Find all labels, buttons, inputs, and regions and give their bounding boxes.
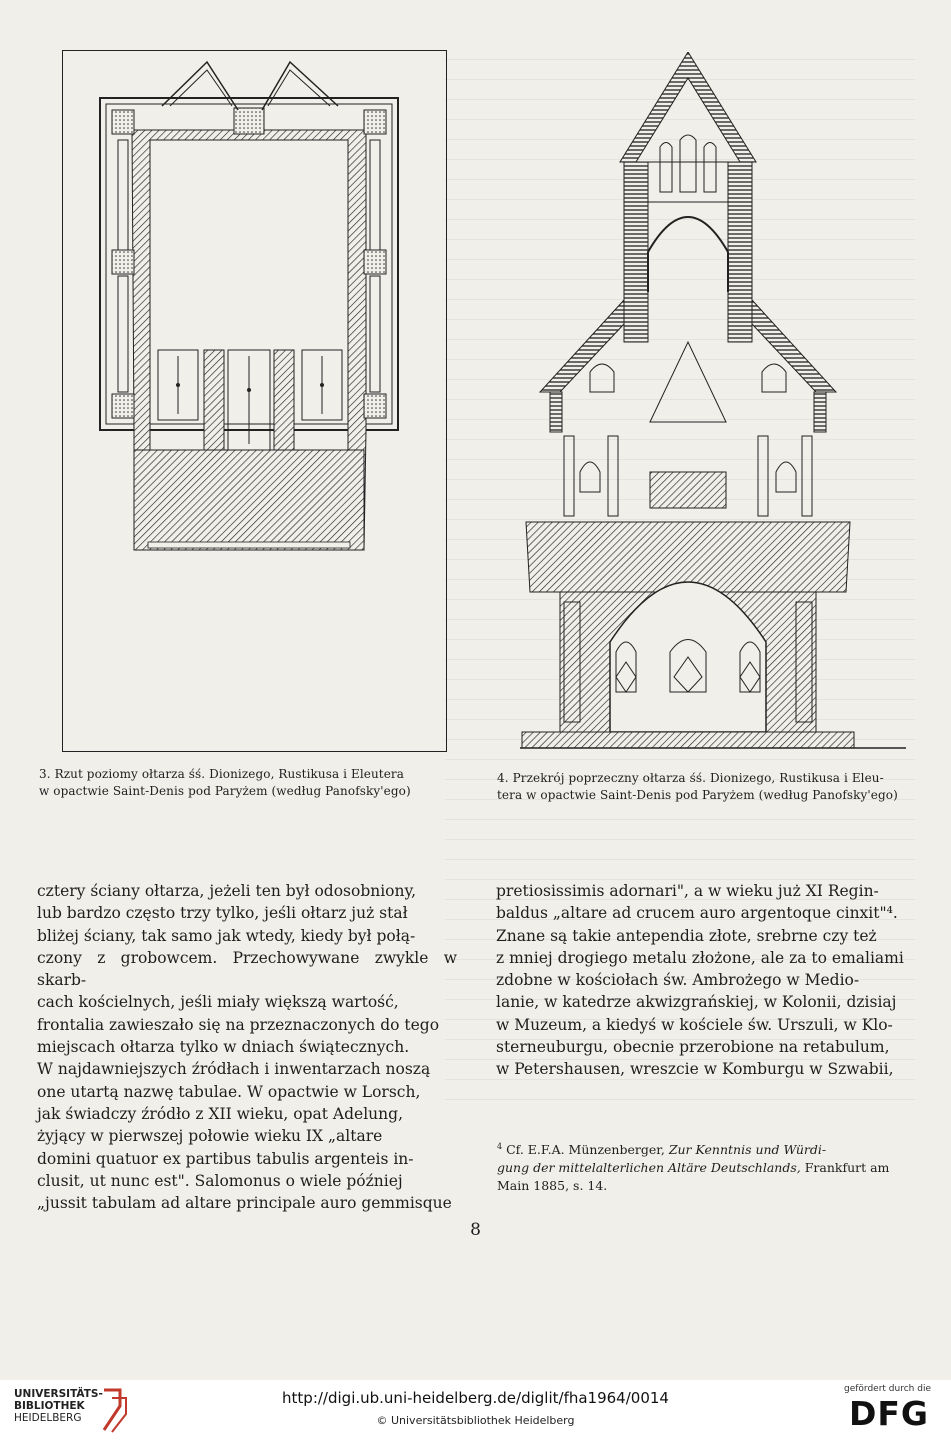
figure-3-floor-plan [62,50,447,752]
text-line: lub bardzo często trzy tylko, jeśli ołtarz już stał [37,904,408,923]
text-line: baldus „altare ad crucem auro argentoque cinxit"⁴. [496,904,898,923]
text-line: w Muzeum, a kiedyś w kościele św. Urszuli, w Klo- [496,1015,893,1034]
text-line: bliżej ściany, tak samo jak wtedy, kiedy był połą- [37,926,416,945]
text-line: zdobne w kościołach św. Ambrożego w Medio- [496,971,860,990]
caption-line: w opactwie Saint-Denis pod Paryżem (według Panofsky'ego) [39,784,411,798]
text-line: żyjący w pierwszej połowie wieku IX „altare [37,1127,383,1146]
text-line: domini quatuor ex partibus tabulis argenteis in- [37,1149,414,1168]
text-line: pretiosissimis adornari", a w wieku już XI Regin- [496,882,879,900]
text-line: sterneuburgu, obecnie przerobione na retabulum, [496,1038,890,1057]
library-name-3: HEIDELBERG [14,1412,82,1424]
caption-line: 4. Przekrój poprzeczny ołtarza śś. Dionizego, Rustikusa i Eleu- [497,771,884,785]
text-line: cach kościelnych, jeśli miały większą wartość, [37,993,399,1012]
library-name-2: BIBLIOTHEK [14,1400,85,1412]
figure-4-cross-section [520,52,906,752]
right-column-text [496,880,911,1081]
footnote-line-3: Main 1885, s. 14. [497,1178,608,1194]
footnote-title: Zur Kenntnis und Würdi- [668,1142,827,1158]
citation-url-link[interactable]: http://digi.ub.uni-heidelberg.de/diglit/fha1964/0014 [282,1389,669,1407]
dfg-logo[interactable]: DFG [848,1394,929,1433]
caption-line: 3. Rzut poziomy ołtarza śś. Dionizego, Rustikusa i Eleutera [39,767,405,781]
page-number: 8 [470,1220,481,1240]
copyright-notice: © Universitätsbibliothek Heidelberg [376,1414,575,1427]
text-line: W najdawniejszych źródłach i inwentarzach noszą [37,1060,431,1079]
library-name-1: UNIVERSITÄTS- [14,1388,103,1400]
left-column-text [37,880,457,1214]
text-line: w Petershausen, wreszcie w Komburgu w Szwabii, [496,1060,894,1079]
funding-label: gefördert durch die [844,1384,931,1394]
footnote [497,1138,909,1195]
text-line: frontalia zawieszało się na przeznaczonych do tego [37,1015,440,1034]
caption-figure-3 [39,766,459,800]
text-line: one utartą nazwę tabulae. W opactwie w Lorsch, [37,1082,421,1101]
text-line: clusit, ut nunc est". Salomonus o wiele później [37,1171,403,1190]
footnote-place: Frankfurt am [804,1160,890,1176]
text-line: jak świadczy źródło z XII wieku, opat Adelung, [37,1104,403,1123]
text-line: z mniej drogiego metalu złożone, ale za to emaliami [496,948,904,967]
caption-line: tera w opactwie Saint-Denis pod Paryżem (według Panofsky'ego) [497,788,898,802]
text-line: miejscach ołtarza tylko w dniach świątecznych. [37,1038,410,1057]
footnote-number: 4 [497,1142,503,1151]
text-line: czony z grobowcem. Przechowywane zwykle w skarb- [37,948,457,990]
footnote-author: Cf. E.F.A. Münzenberger, [506,1142,665,1158]
text-line: Znane są takie antependia złote, srebrne czy też [496,926,877,945]
text-line: cztery ściany ołtarza, jeżeli ten był odosobniony, [37,882,417,900]
text-line: „jussit tabulam ad altare principale auro gemmisque [37,1194,452,1213]
caption-figure-4 [497,770,917,804]
viewer-footer [0,1380,951,1440]
footnote-title-2: gung der mittelalterlichen Altäre Deutschlands, [497,1160,801,1176]
text-line: lanie, w katedrze akwizgrańskiej, w Kolonii, dzisiaj [496,993,897,1012]
